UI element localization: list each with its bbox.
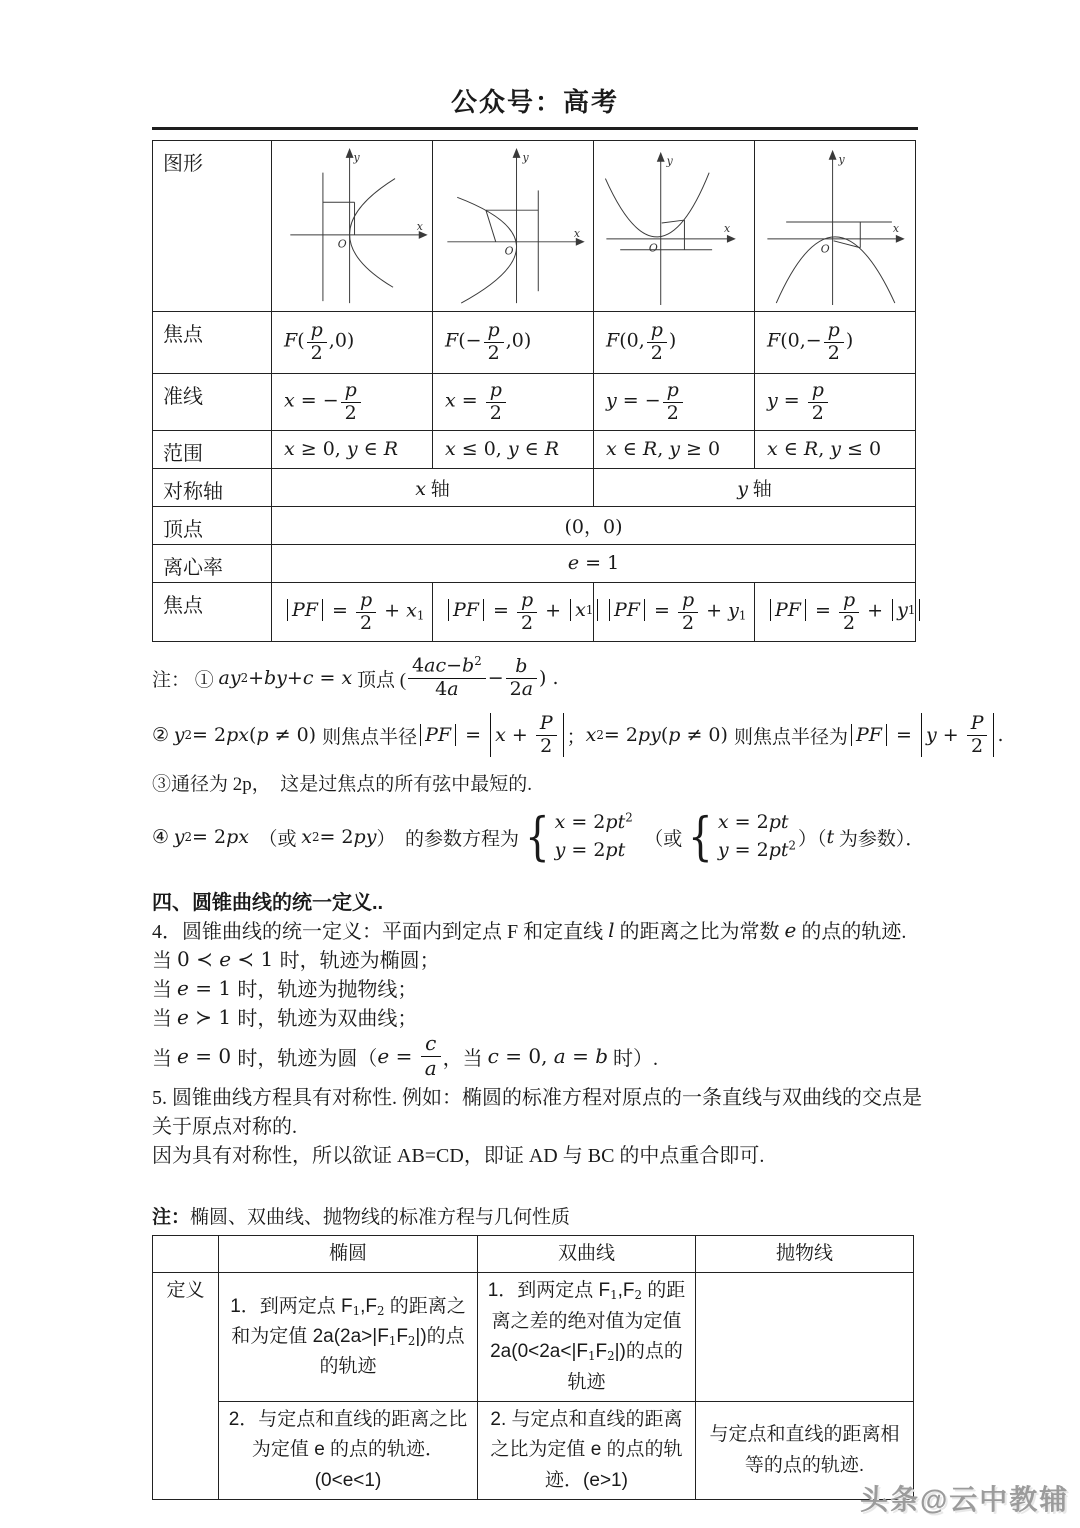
conics-comparison-table — [152, 1235, 914, 1500]
section-heading: 四、圆锥曲线的统一定义.. — [152, 892, 384, 914]
axis-value: x 轴 — [272, 469, 594, 507]
focal-radius-formula: PF = $\frac{p}{2}$ + x1 — [272, 583, 433, 642]
watermark: 头条@云中教辅 — [860, 1484, 1070, 1515]
header-parabola: 抛物线 — [696, 1236, 914, 1273]
directrix-formula: x = $\frac{p}{2}$ — [433, 374, 594, 431]
focus-formula: F( $\frac{p}{2}$ ,0) — [272, 312, 433, 374]
row-label-range: 范围 — [153, 431, 272, 469]
table-row-range — [153, 431, 916, 469]
x-axis-label: x — [573, 226, 580, 240]
x-axis-label: x — [416, 219, 423, 233]
parabola-definition-1 — [696, 1273, 914, 1402]
parabola-left-graph — [439, 143, 598, 309]
x-axis-label: x — [723, 221, 731, 235]
empty-header-cell — [153, 1236, 219, 1273]
note-3: ③通径为 2p， 这是过焦点的所有弦中最短的. — [152, 773, 533, 795]
page-title: 公众号：高考 — [450, 87, 619, 117]
content-area — [152, 0, 1004, 1500]
table-row-eccentricity — [153, 545, 916, 583]
parabola-definition-2: 与定点和直线的距离相等的点的轨迹. — [696, 1401, 914, 1499]
case-circle-line: 当 e = 0 时，轨迹为圆（ e = $\frac{c}{a}$ ，当 c = 0, a = b 时）. — [152, 1030, 659, 1080]
row-label-focal-radius: 焦点 — [153, 583, 272, 642]
case-ellipse-line: 当 0 ≺ e ≺ 1 时，轨迹为椭圆； — [152, 946, 440, 972]
case-parabola-line: 当 e = 1 时，轨迹为抛物线； — [152, 975, 418, 1001]
directrix-formula: y = $\frac{p}{2}$ — [755, 374, 916, 431]
table-row-axis — [153, 469, 916, 507]
row-label-graph: 图形 — [153, 141, 272, 312]
table-header-row — [153, 1236, 914, 1273]
table-row-focus — [153, 312, 916, 374]
focal-radius-formula: PF = $\frac{p}{2}$ + x 1 — [433, 583, 594, 642]
header-ellipse: 椭圆 — [219, 1236, 478, 1273]
table-row-focal-radius — [153, 583, 916, 642]
y-axis-label: y — [353, 150, 360, 164]
ellipse-definition-1: 1．到两定点 F1,F2 的距离之和为定值 2a(2a>|F1F2|)的点的轨迹 — [219, 1273, 478, 1402]
note-4: ④ y 2 = 2 px （或 x 2 = 2 py ） 的参数方程为 { $x = 2pt^2$ y = 2pt （或 { x = 2pt $y = 2pt^2$ ）（ t 为参数）． — [152, 806, 925, 867]
focus-formula: F(0, $\frac{p}{2}$ ) — [594, 312, 755, 374]
parabola-up-graph — [600, 143, 759, 309]
row-label-directrix: 准线 — [153, 374, 272, 431]
origin-label: O — [648, 241, 658, 255]
row-label-focus: 焦点 — [153, 312, 272, 374]
parabola-properties-table — [152, 140, 916, 642]
symmetry-line-3: 因为具有对称性，所以欲证 AB=CD，即证 AD 与 BC 的中点重合即可. — [152, 1145, 765, 1167]
eccentricity-value: e = 1 — [272, 545, 916, 583]
symmetry-line-2: 关于原点对称的. — [152, 1116, 297, 1138]
focal-radius-formula: PF = $\frac{p}{2}$ + y 1 — [755, 583, 916, 642]
table-row-vertex — [153, 507, 916, 545]
range-formula: x ∈ R, y ≥ 0 — [594, 431, 755, 469]
table-row-directrix — [153, 374, 916, 431]
unified-definition-line: 4．圆锥曲线的统一定义：平面内到定点 F 和定直线 l 的距离之比为常数 e 的点的轨迹. — [152, 917, 907, 943]
caption-label: 注： — [152, 1207, 191, 1228]
parabola-down-graph — [761, 143, 920, 309]
axis-value: y 轴 — [594, 469, 916, 507]
ellipse-definition-2: 2．与定点和直线的距离之比为定值 e 的点的轨迹．(0<e<1) — [219, 1401, 478, 1499]
row-label-vertex: 顶点 — [153, 507, 272, 545]
caption-text: 椭圆、双曲线、抛物线的标准方程与几何性质 — [190, 1207, 571, 1228]
notes-section — [152, 650, 1004, 874]
y-axis-label: y — [666, 154, 673, 168]
table2-caption — [152, 1202, 918, 1229]
origin-label: O — [504, 244, 514, 258]
header-hyperbola: 双曲线 — [478, 1236, 696, 1273]
focus-formula: F(− $\frac{p}{2}$ ,0) — [433, 312, 594, 374]
origin-label: O — [820, 242, 830, 256]
symmetry-line-1: 5. 圆锥曲线方程具有对称性. 例如：椭圆的标准方程对原点的一条直线与双曲线的交点是 — [152, 1087, 922, 1109]
hyperbola-definition-2: 2. 与定点和直线的距离之比为定值 e 的点的轨迹．(e>1) — [478, 1401, 696, 1499]
focus-formula: F(0,− $\frac{p}{2}$ ) — [755, 312, 916, 374]
note-1: 注： ① ay 2 + by + c = x 顶点 ( $\frac{4ac-b^2}{4a}$ − $\frac{b}{2a}$ ) . — [152, 654, 559, 700]
definition-row-1 — [153, 1273, 914, 1402]
hyperbola-definition-1: 1．到两定点 F1,F2 的距离之差的绝对值为定值 2a(0<2a<|F1F2|)的点的轨迹 — [478, 1273, 696, 1402]
origin-label: O — [337, 237, 347, 251]
row-label-eccentricity: 离心率 — [153, 545, 272, 583]
note-2: ② y 2 = 2 px ( p ≠ 0) 则焦点半径 PF = x + $\frac{P}{2}$ ； x 2 = 2 py ( p ≠ 0) 则焦点半径为 PF = y + $\frac{P}{2}$ . — [152, 711, 1004, 757]
focal-radius-formula: PF = $\frac{p}{2}$ + y1 — [594, 583, 755, 642]
range-formula: x ≥ 0, y ∈ R — [272, 431, 433, 469]
range-formula: x ≤ 0, y ∈ R — [433, 431, 594, 469]
table-row-graphs — [153, 141, 916, 312]
directrix-formula: y = − $\frac{p}{2}$ — [594, 374, 755, 431]
case-hyperbola-line: 当 e ≻ 1 时，轨迹为双曲线； — [152, 1004, 418, 1030]
header-divider — [152, 127, 918, 130]
directrix-formula: x = − $\frac{p}{2}$ — [272, 374, 433, 431]
y-axis-label: y — [838, 152, 845, 166]
range-formula: x ∈ R, y ≤ 0 — [755, 431, 916, 469]
vertex-value: (0，0) — [272, 507, 916, 545]
y-axis-label: y — [522, 150, 529, 164]
definition-label: 定义 — [153, 1273, 219, 1500]
x-axis-label: x — [892, 221, 899, 235]
parabola-right-graph — [278, 143, 437, 309]
row-label-axis: 对称轴 — [153, 469, 272, 507]
definition-row-2 — [153, 1401, 914, 1499]
